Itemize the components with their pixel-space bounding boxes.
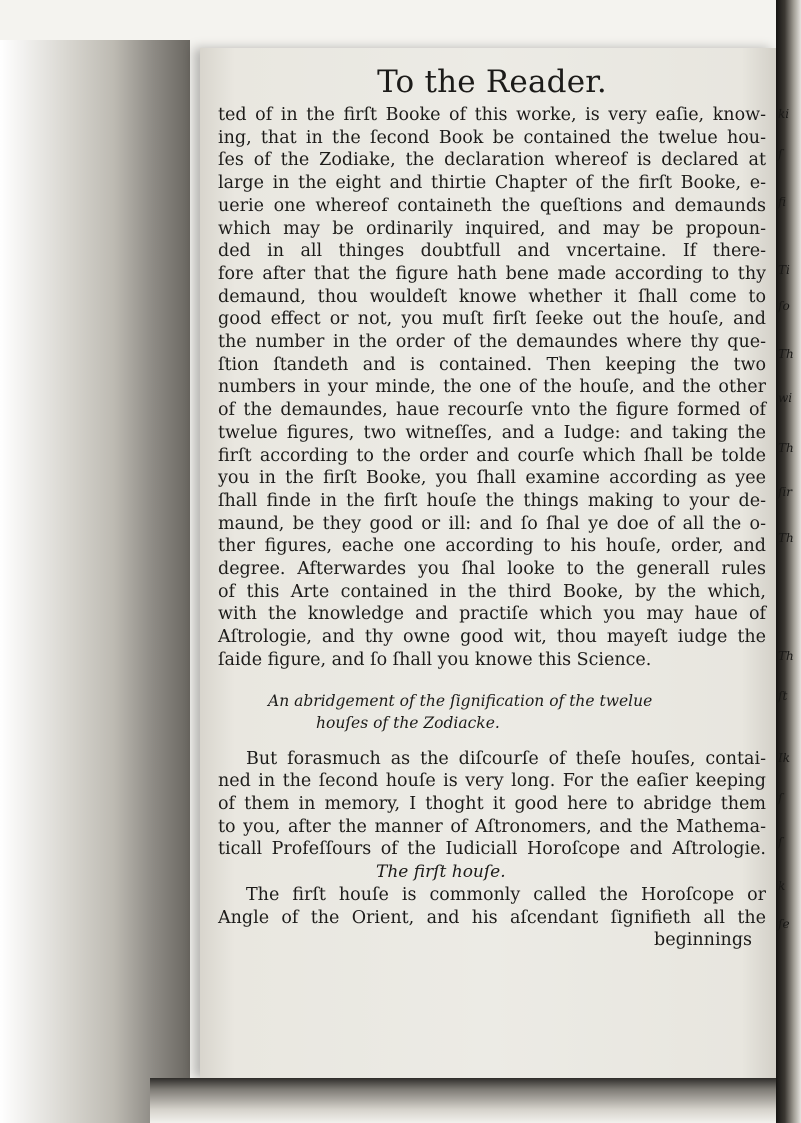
facing-page-fragment: k [778, 879, 786, 893]
text-line: of this Arte contained in the third Booke, by the which, [218, 581, 766, 602]
facing-page-fragment: ſe [778, 917, 790, 931]
subheading-first-house: The firſt houſe. [376, 862, 506, 883]
text-line: But forasmuch as the diſcourſe of theſe houſes, contai- [246, 748, 766, 769]
text-line: to you, after the manner of Aſtronomers, and the Mathema- [218, 816, 766, 837]
text-line: degree. Afterwardes you ſhal looke to the generall rules [218, 559, 766, 580]
text-line: which may be ordinarily inquired, and may be propoun- [218, 218, 766, 239]
facing-page-fragment: Th [778, 649, 794, 663]
facing-page-fragment: fi [778, 195, 787, 209]
text-line: twelue figures, two witneſſes, and a Iudge: and taking the [218, 422, 766, 443]
facing-page-fragment: Th [778, 531, 794, 545]
book-left-edge-shadow [0, 40, 190, 1123]
text-line: maund, be they good or ill: and ſo ſhal ye doe of all the o- [218, 513, 766, 534]
text-line: Aſtrologie, and thy owne good wit, thou mayeſt iudge the [218, 627, 766, 648]
facing-page-fragment: ſo [778, 299, 790, 313]
text-line: ſes of the Zodiake, the declaration whereof is declared at [218, 150, 766, 171]
facing-page-edge [776, 0, 801, 1123]
text-line: uerie one whereof containeth the queſtions and demaunds [218, 195, 766, 216]
text-line: ned in the ſecond houſe is very long. For the eaſier keeping [218, 771, 766, 792]
text-line: ted of in the firſt Booke of this worke, is very eaſie, know- [218, 105, 766, 125]
section-heading-line: houſes of the Zodiacke. [316, 713, 500, 732]
text-line: ſtion ſtandeth and is contained. Then keeping the two [218, 354, 766, 375]
text-line: The firſt houſe is commonly called the Horoſcope or [246, 884, 766, 905]
facing-page-fragment: wi [778, 391, 793, 405]
text-line: large in the eight and thirtie Chapter of the firſt Booke, e- [218, 173, 766, 194]
text-line: demaund, thou wouldeſt knowe whether it ſhall come to [218, 286, 766, 307]
facing-page-fragment: Ti [778, 263, 790, 277]
page-bottom-shadow [150, 1078, 801, 1123]
paragraph-abridgement [218, 748, 766, 862]
text-line: you in the firſt Booke, you ſhall examine according as yee [218, 468, 766, 489]
running-head: To the Reader. [377, 64, 607, 100]
text-line: ticall Profeſſours of the Iudiciall Horoſcope and Aſtrologie. [218, 839, 766, 860]
catchword: beginnings [654, 930, 752, 951]
text-line: of them in memory, I thoght it good here to abridge them [218, 793, 766, 814]
text-line: ſhall finde in the firſt houſe the things making to your de- [218, 490, 766, 511]
facing-page-fragment: ſ [778, 147, 783, 161]
facing-page-fragment: ſ [778, 791, 783, 805]
text-line: numbers in your minde, the one of the houſe, and the other [218, 377, 766, 398]
text-line: the number in the order of the demaundes where thy que- [218, 332, 766, 353]
facing-page-fragment: Ik [778, 751, 791, 765]
facing-page-fragment: Th [778, 441, 794, 455]
page-text [218, 62, 766, 952]
facing-page-fragment: ſir [778, 485, 793, 499]
text-line: firſt according to the order and courſe which ſhall be tolde [218, 445, 766, 466]
facing-page-fragment: ſ [778, 835, 783, 849]
text-line: ſaide figure, and ſo ſhall you knowe this Science. [218, 649, 652, 670]
text-line: Angle of the Orient, and his aſcendant ſignifieth all the [218, 907, 766, 928]
facing-page-fragment: ſt [778, 689, 788, 703]
text-line: with the knowledge and practiſe which you may haue of [218, 604, 766, 625]
text-line: of the demaundes, haue recourſe vnto the figure formed of [218, 400, 766, 421]
text-line: ing, that in the ſecond Book be contained the twelue hou- [218, 127, 766, 148]
facing-page-fragment: Th [778, 347, 794, 361]
paragraph-continuation [218, 104, 766, 672]
text-line: ded in all thinges doubtfull and vncertaine. If there- [218, 241, 766, 262]
section-heading-line: An abridgement of the ſignification of the twelue [268, 691, 653, 710]
text-line: good effect or not, you muſt firſt ſeeke out the houſe, and [218, 309, 766, 330]
text-line: ther figures, eache one according to his houſe, order, and [218, 536, 766, 557]
paragraph-first-house [218, 884, 766, 929]
facing-page-fragment: ki [778, 107, 790, 121]
section-heading [218, 690, 766, 734]
text-line: fore after that the figure hath bene made according to thy [218, 263, 766, 284]
